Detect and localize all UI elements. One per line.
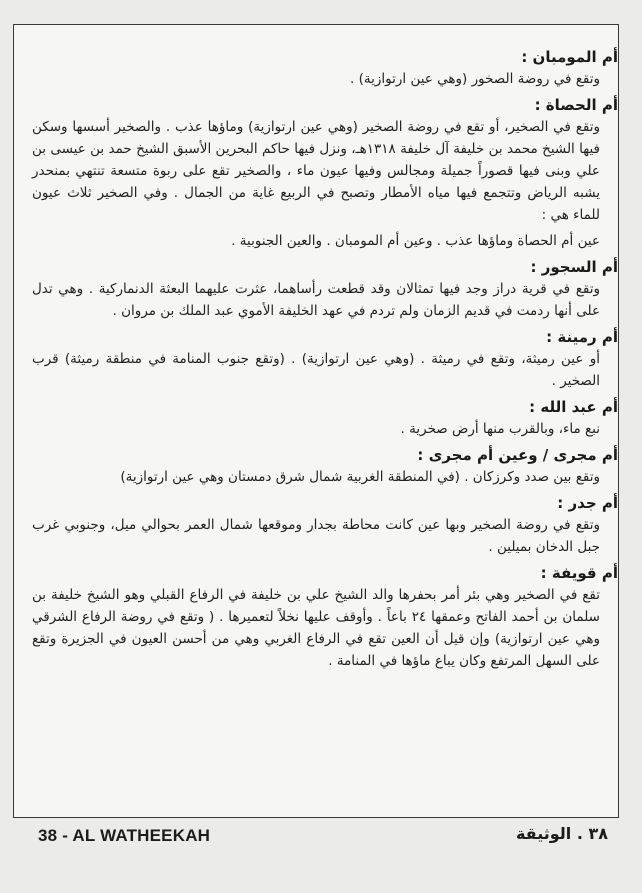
entry-heading: أم الحصاة : [534, 96, 618, 114]
entry-heading: أم عبد الله : [529, 398, 618, 416]
entry-paragraph: وتقع في روضة الصخور (وهي عين ارتوازية) . [350, 71, 600, 87]
entry [22, 46, 618, 90]
entry [22, 562, 618, 672]
entry-heading: أم السجور : [530, 258, 618, 276]
footer-page-label-arabic: ٣٨ . الوثيقة [515, 824, 608, 843]
entry-heading: أم المومبان : [521, 48, 618, 66]
entry-paragraph: نبع ماء، وبالقرب منها أرض صخرية . [400, 421, 600, 437]
entry [22, 492, 618, 558]
footer-page-label: 38 - AL WATHEEKAH [38, 826, 211, 845]
entry-heading: أم جدر : [557, 494, 618, 512]
entry-paragraph: عين أم الحصاة وماؤها عذب . وعين أم المومبان . والعين الجنوبية . [231, 233, 600, 249]
entry-paragraph: وتقع في الصخير، أو تقع في روضة الصخير (وهي عين ارتوازية) وماؤها عذب . والصخير أسسها وسكن فيها الشيخ محمد بن خليفة آل خليفة ١٣١٨هـ، ونزل فيها حاكم البحرين الأسبق الشيخ حمد بن عيسى بن علي وبنى فيها قصوراً جميلة ومجالس وفيها عيون ماء ، والصخير تقع على ربوة متسعة تنتهي بمنحدر يشبه الرياض وتتجمع فيها مياه الأمطار وتصبح في الربيع غاية من الجمال . وفي الصخير ثلاث عيون للماء هي : [32, 119, 601, 223]
entry-paragraph: وتقع في روضة الصخير وبها عين كانت محاطة بجدار وموقعها شمال العمر بحوالي ميل، وجنوبي غرب جبل الدخان بميلين . [32, 517, 600, 555]
entry-paragraph: تقع في الصخير وهي بئر أمر بحفرها والد الشيخ علي بن خليفة في الرفاع القبلي وهو الشيخ خليفة بن سلمان بن أحمد الفاتح وعمقها ٢٤ باعاً . وأوقف عليها نخلاً لتعميرها . ( وتقع في روضة الرفاع الشرقي وهي عين ارتوازية) وإن قيل أن العين تقع في الرفاع الغربي وهي من أحسن العيون في الجزيرة وتقع على السهل المرتفع وكان يباع ماؤها في المنامة . [32, 587, 600, 669]
entry-paragraph: أو عين رميثة، وتقع في رميثة . (وهي عين ارتوازية) . (وتقع جنوب المنامة في منطقة رميثة) قرب الصخير . [32, 351, 600, 389]
document-body [22, 46, 618, 676]
entry [22, 94, 618, 252]
entry [22, 444, 618, 488]
entry [22, 326, 618, 392]
entry-heading: أم رمينة : [546, 328, 618, 346]
entry-heading: أم قويفة : [540, 564, 618, 582]
entry-heading: أم مجرى / وعين أم مجرى : [417, 446, 618, 464]
entry [22, 256, 618, 322]
entry [22, 396, 618, 440]
entry-paragraph: وتقع بين صدد وكرزكان . (في المنطقة الغربية شمال شرق دمستان وهي عين ارتوازية) [120, 469, 600, 485]
entry-paragraph: وتقع في قرية دراز وجد فيها تمثالان وقد قطعت رأساهما، عثرت عليهما البعثة الدنماركية . وهي تدل على أنها ردمت في قديم الزمان ولم تردم في عهد الخليفة الأموي عبد الملك بن مروان . [32, 281, 600, 319]
